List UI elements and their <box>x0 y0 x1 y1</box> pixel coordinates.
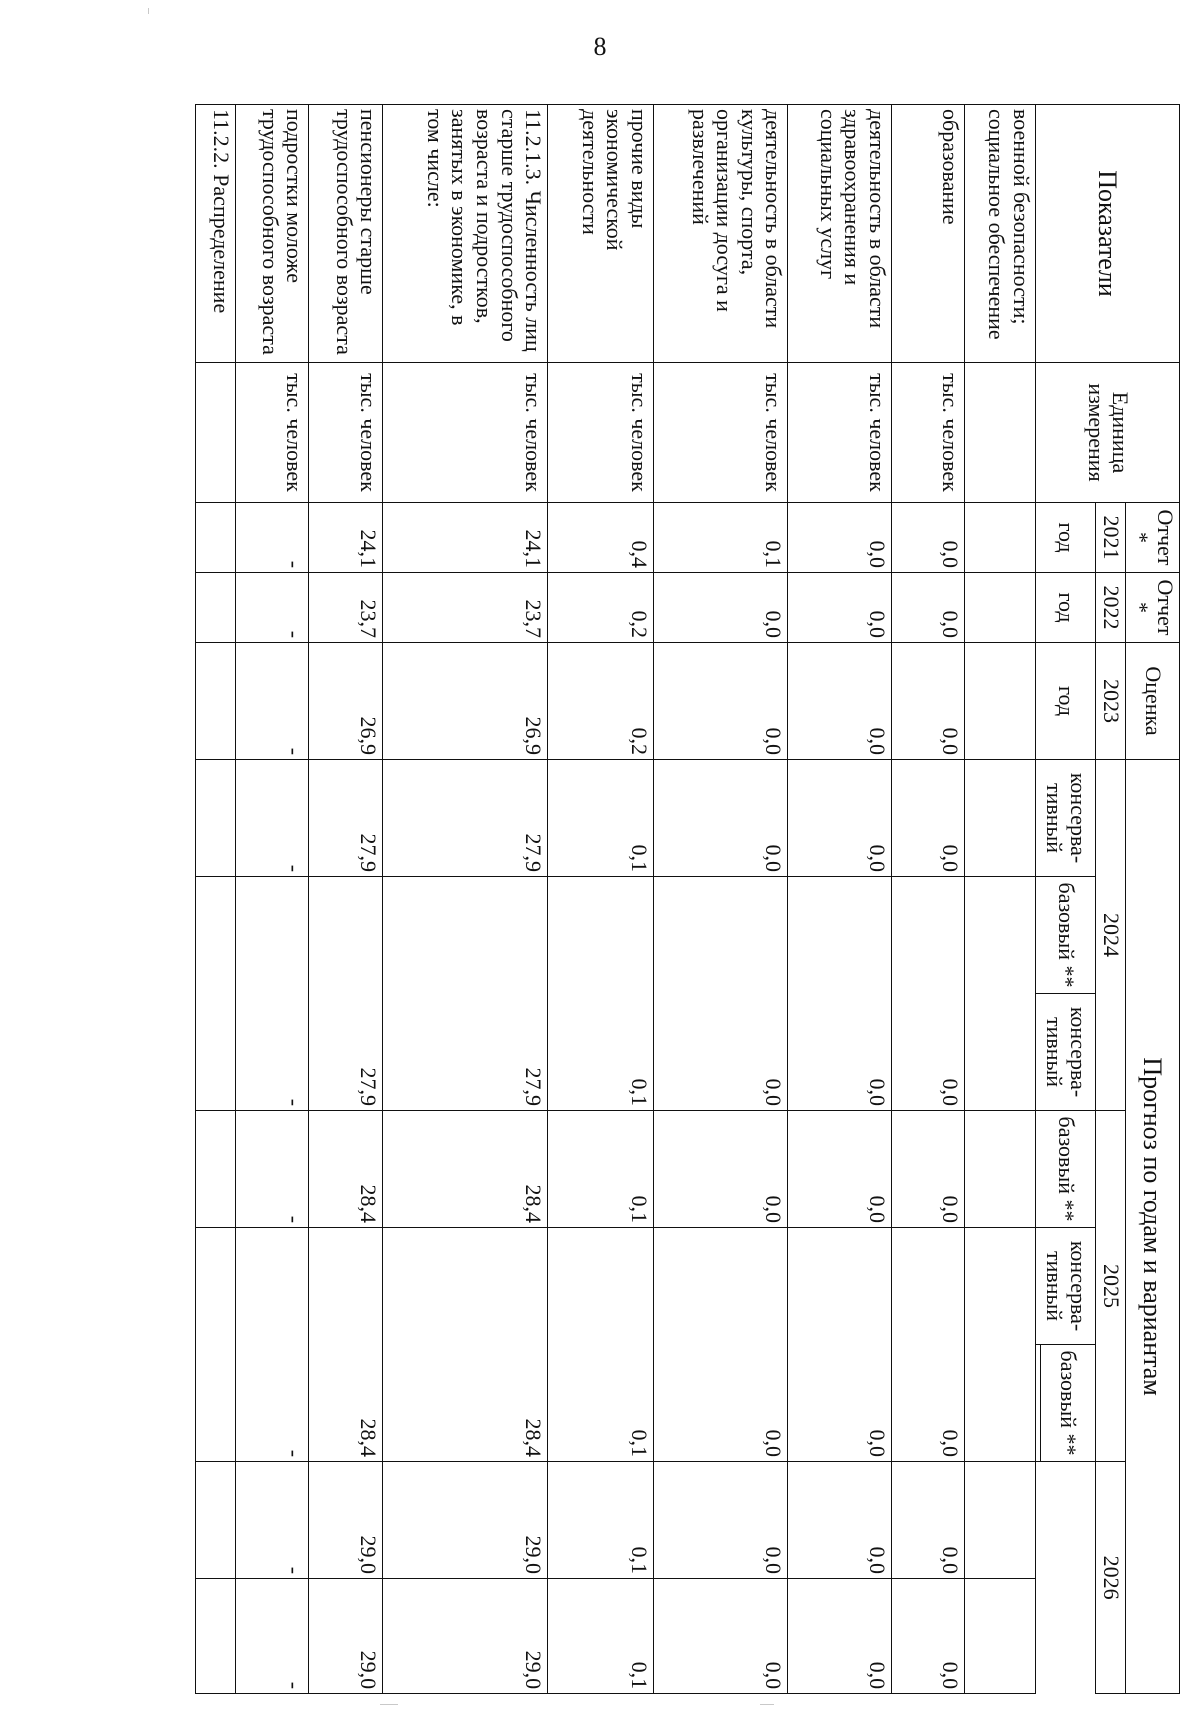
value-2025-conservative: 0,0 <box>654 1111 788 1228</box>
value-2024-base: 27,9 <box>309 877 383 1111</box>
scan-edge-mark <box>380 1704 398 1705</box>
value-2025-base <box>196 1228 236 1462</box>
value-2026-conservative: 0,0 <box>788 1462 892 1579</box>
value-2024-base: 0,0 <box>891 877 964 1111</box>
value-2024-conservative: 27,9 <box>309 760 383 877</box>
value-2024-conservative <box>964 760 1036 877</box>
value-2024-conservative: 0,0 <box>891 760 964 877</box>
value-2025-base: - <box>235 1228 309 1462</box>
header-report-2021-sub: год <box>1036 503 1096 573</box>
row-unit: тыс. человек <box>383 363 548 503</box>
header-estimate-year: 2023 <box>1096 643 1126 760</box>
value-2023: 26,9 <box>383 643 548 760</box>
value-2025-conservative: - <box>235 1111 309 1228</box>
header-estimate-top: Оценка <box>1125 643 1179 760</box>
value-2024-conservative: 0,0 <box>654 760 788 877</box>
value-2022: 0,0 <box>788 573 892 643</box>
header-indicator: Показатели <box>1036 105 1180 363</box>
header-2026-base: базовый ** <box>1041 1345 1096 1462</box>
value-2022: 23,7 <box>309 573 383 643</box>
header-year-2024: 2024 <box>1096 760 1126 1111</box>
value-2021 <box>964 503 1036 573</box>
value-2023: 0,0 <box>891 643 964 760</box>
value-2025-conservative: 28,4 <box>383 1111 548 1228</box>
scan-edge-mark <box>148 8 149 14</box>
row-name: пенсионеры старше трудоспособного возраста <box>309 105 383 363</box>
value-2026-base: 0,0 <box>654 1579 788 1694</box>
rotated-table-container <box>195 104 1180 1690</box>
value-2022: 0,0 <box>654 573 788 643</box>
value-2026-conservative <box>196 1462 236 1579</box>
value-2026-base: - <box>235 1579 309 1694</box>
header-estimate-sub: год <box>1036 643 1096 760</box>
row-unit <box>196 363 236 503</box>
value-2025-conservative <box>964 1111 1036 1228</box>
value-2025-base: 0,0 <box>654 1228 788 1462</box>
row-name: деятельность в области здравоохранения и социальных услуг <box>788 105 892 363</box>
value-2023: 0,0 <box>788 643 892 760</box>
value-2022: 0,2 <box>548 573 654 643</box>
row-name: прочие виды экономической деятельности <box>548 105 654 363</box>
value-2021: - <box>235 503 309 573</box>
value-2021: 0,0 <box>891 503 964 573</box>
value-2021: 0,0 <box>788 503 892 573</box>
value-2025-conservative: 0,1 <box>548 1111 654 1228</box>
value-2022 <box>964 573 1036 643</box>
value-2026-base: 0,0 <box>788 1579 892 1694</box>
row-unit: тыс. человек <box>788 363 892 503</box>
row-name: подростки моложе трудоспособного возраста <box>235 105 309 363</box>
value-2024-conservative: 0,1 <box>548 760 654 877</box>
value-2026-conservative: 0,1 <box>548 1462 654 1579</box>
value-2025-base: 0,1 <box>548 1228 654 1462</box>
table-row <box>788 105 892 1694</box>
header-2025-base: базовый ** <box>1036 1111 1096 1228</box>
value-2026-base <box>196 1579 236 1694</box>
table-row <box>548 105 654 1694</box>
value-2026-conservative: 29,0 <box>383 1462 548 1579</box>
value-2026-conservative: - <box>235 1462 309 1579</box>
header-2024-base: базовый ** <box>1036 877 1096 994</box>
value-2023: 0,2 <box>548 643 654 760</box>
value-2024-conservative <box>196 760 236 877</box>
value-2024-base: 0,1 <box>548 877 654 1111</box>
page-number: 8 <box>593 32 607 61</box>
value-2025-base: 0,0 <box>788 1228 892 1462</box>
value-2021: 24,1 <box>309 503 383 573</box>
value-2026-base: 29,0 <box>309 1579 383 1694</box>
header-unit: Единица измерения <box>1036 363 1180 503</box>
value-2024-base: 0,0 <box>654 877 788 1111</box>
value-2024-base <box>964 877 1036 1111</box>
header-year-2025: 2025 <box>1096 1111 1126 1462</box>
row-name: образование <box>891 105 964 363</box>
value-2024-base: 0,0 <box>788 877 892 1111</box>
header-report-2022-year: 2022 <box>1096 573 1126 643</box>
value-2023 <box>964 643 1036 760</box>
scan-edge-mark <box>760 1704 774 1705</box>
row-name: деятельность в области культуры, спорта, организации досуга и развлечений <box>654 105 788 363</box>
value-2026-conservative: 29,0 <box>309 1462 383 1579</box>
value-2025-base: 28,4 <box>383 1228 548 1462</box>
row-unit: тыс. человек <box>235 363 309 503</box>
value-2023: 0,0 <box>654 643 788 760</box>
value-2026-base <box>964 1579 1036 1694</box>
value-2026-conservative: 0,0 <box>654 1462 788 1579</box>
value-2021: 24,1 <box>383 503 548 573</box>
value-2025-conservative: 0,0 <box>788 1111 892 1228</box>
table-row <box>196 105 236 1694</box>
table-row <box>891 105 964 1694</box>
value-2024-conservative: - <box>235 760 309 877</box>
value-2026-conservative: 0,0 <box>891 1462 964 1579</box>
value-2021 <box>196 503 236 573</box>
header-2025-conservative: консерва-тивный <box>1036 994 1096 1111</box>
value-2025-base: 28,4 <box>309 1228 383 1462</box>
value-2022: 0,0 <box>891 573 964 643</box>
table-row <box>964 105 1036 1694</box>
header-2026-base-spacer <box>1036 1345 1041 1462</box>
value-2021: 0,1 <box>654 503 788 573</box>
header-year-2026: 2026 <box>1096 1462 1126 1694</box>
value-2025-base <box>964 1228 1036 1462</box>
value-2024-base <box>196 877 236 1111</box>
row-unit: тыс. человек <box>654 363 788 503</box>
header-report-2022-top: Отчет * <box>1125 573 1179 643</box>
header-2024-conservative: консерва-тивный <box>1036 760 1096 877</box>
value-2023: 26,9 <box>309 643 383 760</box>
value-2024-base: 27,9 <box>383 877 548 1111</box>
value-2025-conservative <box>196 1111 236 1228</box>
row-unit: тыс. человек <box>891 363 964 503</box>
forecast-table <box>195 104 1180 1694</box>
value-2026-base: 29,0 <box>383 1579 548 1694</box>
value-2024-base: - <box>235 877 309 1111</box>
value-2022: 23,7 <box>383 573 548 643</box>
table-row <box>654 105 788 1694</box>
value-2022 <box>196 573 236 643</box>
value-2025-conservative: 0,0 <box>891 1111 964 1228</box>
row-name: 11.2.1.3. Численность лиц старше трудоспособного возраста и подростков, занятых в экономике, в том числе: <box>383 105 548 363</box>
row-unit: тыс. человек <box>548 363 654 503</box>
value-2021: 0,4 <box>548 503 654 573</box>
header-report-2021-year: 2021 <box>1096 503 1126 573</box>
value-2022: - <box>235 573 309 643</box>
value-2024-conservative: 27,9 <box>383 760 548 877</box>
row-unit <box>964 363 1036 503</box>
value-2026-conservative <box>964 1462 1036 1579</box>
value-2026-base: 0,0 <box>891 1579 964 1694</box>
value-2023 <box>196 643 236 760</box>
row-unit: тыс. человек <box>309 363 383 503</box>
value-2026-base: 0,1 <box>548 1579 654 1694</box>
header-2026-conservative: консерва-тивный <box>1036 1228 1096 1345</box>
value-2023: - <box>235 643 309 760</box>
value-2025-base: 0,0 <box>891 1228 964 1462</box>
row-name: 11.2.2. Распределение <box>196 105 236 363</box>
value-2025-conservative: 28,4 <box>309 1111 383 1228</box>
value-2024-conservative: 0,0 <box>788 760 892 877</box>
header-report-2021-top: Отчет * <box>1125 503 1179 573</box>
header-report-2022-sub: год <box>1036 573 1096 643</box>
table-row <box>235 105 309 1694</box>
header-forecast: Прогноз по годам и вариантам <box>1125 760 1179 1694</box>
table-row <box>309 105 383 1694</box>
table-row <box>383 105 548 1694</box>
row-name: военной безопасности; социальное обеспечение <box>964 105 1036 363</box>
